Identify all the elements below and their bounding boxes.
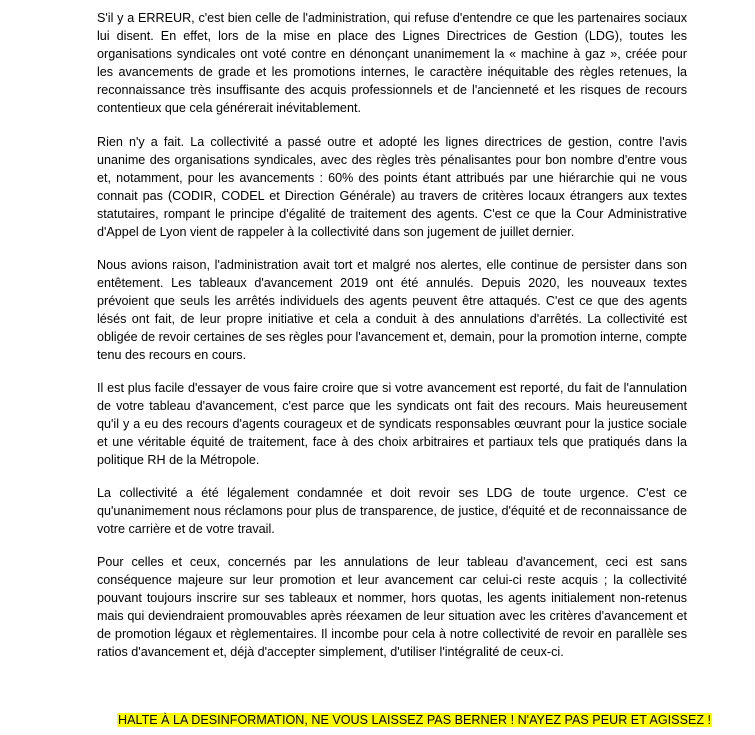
paragraph-recours: Il est plus facile d'essayer de vous faire croire que si votre avancement est reporté, du fait de l'annulation de votre tableau d'avancement, c'est parce que les syndicats ont fait des recours. Mais heureusement qu'il y a eu des recours d'agents courageux et de syndicats responsables œuvrant pour la justice sociale et une véritable équité de traitement, face à des choix arbitraires et partiaux tels que pratiqués dans la politique RH de la Métropole. (97, 381, 687, 467)
paragraph-nous-avions-raison: Nous avions raison, l'administration avait tort et malgré nos alertes, elle continue de persister dans son entêtement. Les tableaux d'avancement 2019 ont été annulés. Depuis 2020, les nouveaux textes prévoient que seuls les arrêtés individuels des agents peuvent être attaqués. C'est ce que des agents lésés ont fait, de leur propre initiative et cela a conduit à des annulations d'arrêtés. La collectivité est obligée de revoir certaines de ses règles pour l'avancement et, demain, pour la promotion interne, compte tenu des recours en cours. (97, 258, 687, 362)
paragraph-annulations: Pour celles et ceux, concernés par les annulations de leur tableau d'avancement, ceci est sans conséquence majeure sur leur promotion et leur avancement car celui-ci reste acquis ; la collectivité pouvant toujours inscrire sur ses tableaux et nommer, hors quotas, les agents initialement non-retenus mais qui deviendraient promouvables après réexamen de leur situation avec les critères d'avancement et de promotion légaux et règlementaires. Il incombe pour cela à notre collectivité de revoir en parallèle ses ratios d'avancement et, déjà d'accepter simplement, d'utiliser l'intégralité de ceux-ci. (97, 555, 687, 659)
paragraph-rien-ny-a-fait: Rien n'y a fait. La collectivité a passé outre et adopté les lignes directrices de gestion, contre l'avis unanime des organisations syndicales, avec des règles très pénalisantes pour bon nombre d'entre vous et, notamment, pour les avancements : 60% des points étant attribués par une hiérarchie qui ne vous connait pas (CODIR, CODEL et Direction Générale) au travers de critères locaux étrangers aux textes statutaires, rompant le principe d'égalité de traitement des agents. C'est ce que la Cour Administrative d'Appel de Lyon vient de rappeler à la collectivité dans son jugement de juillet dernier. (97, 135, 687, 239)
closing-call-to-action (117, 711, 712, 729)
paragraph-condamnation: La collectivité a été légalement condamnée et doit revoir ses LDG de toute urgence. C'est ce qu'unanimement nous réclamons pour plus de transparence, de justice, d'équité et de reconnaissance de votre carrière et de votre travail. (97, 486, 687, 536)
paragraph-erreur: S'il y a ERREUR, c'est bien celle de l'administration, qui refuse d'entendre ce que les partenaires sociaux lui disent. En effet, lors de la mise en place des Lignes Directrices de Gestion (LDG), toutes les organisations syndicales ont voté contre en dénonçant unanimement la « machine à gaz », créée pour les avancements de grade et les promotions internes, le caractère inéquitable des règles retenues, la reconnaissance très insuffisante des acquis professionnels et de l'ancienneté et les risques de recours contentieux que cela générerait inévitablement. (97, 11, 687, 115)
document-body (97, 9, 687, 673)
highlighted-slogan: HALTE À LA DESINFORMATION, NE VOUS LAISSEZ PAS BERNER ! N'AYEZ PAS PEUR ET AGISSEZ ! (118, 713, 712, 727)
